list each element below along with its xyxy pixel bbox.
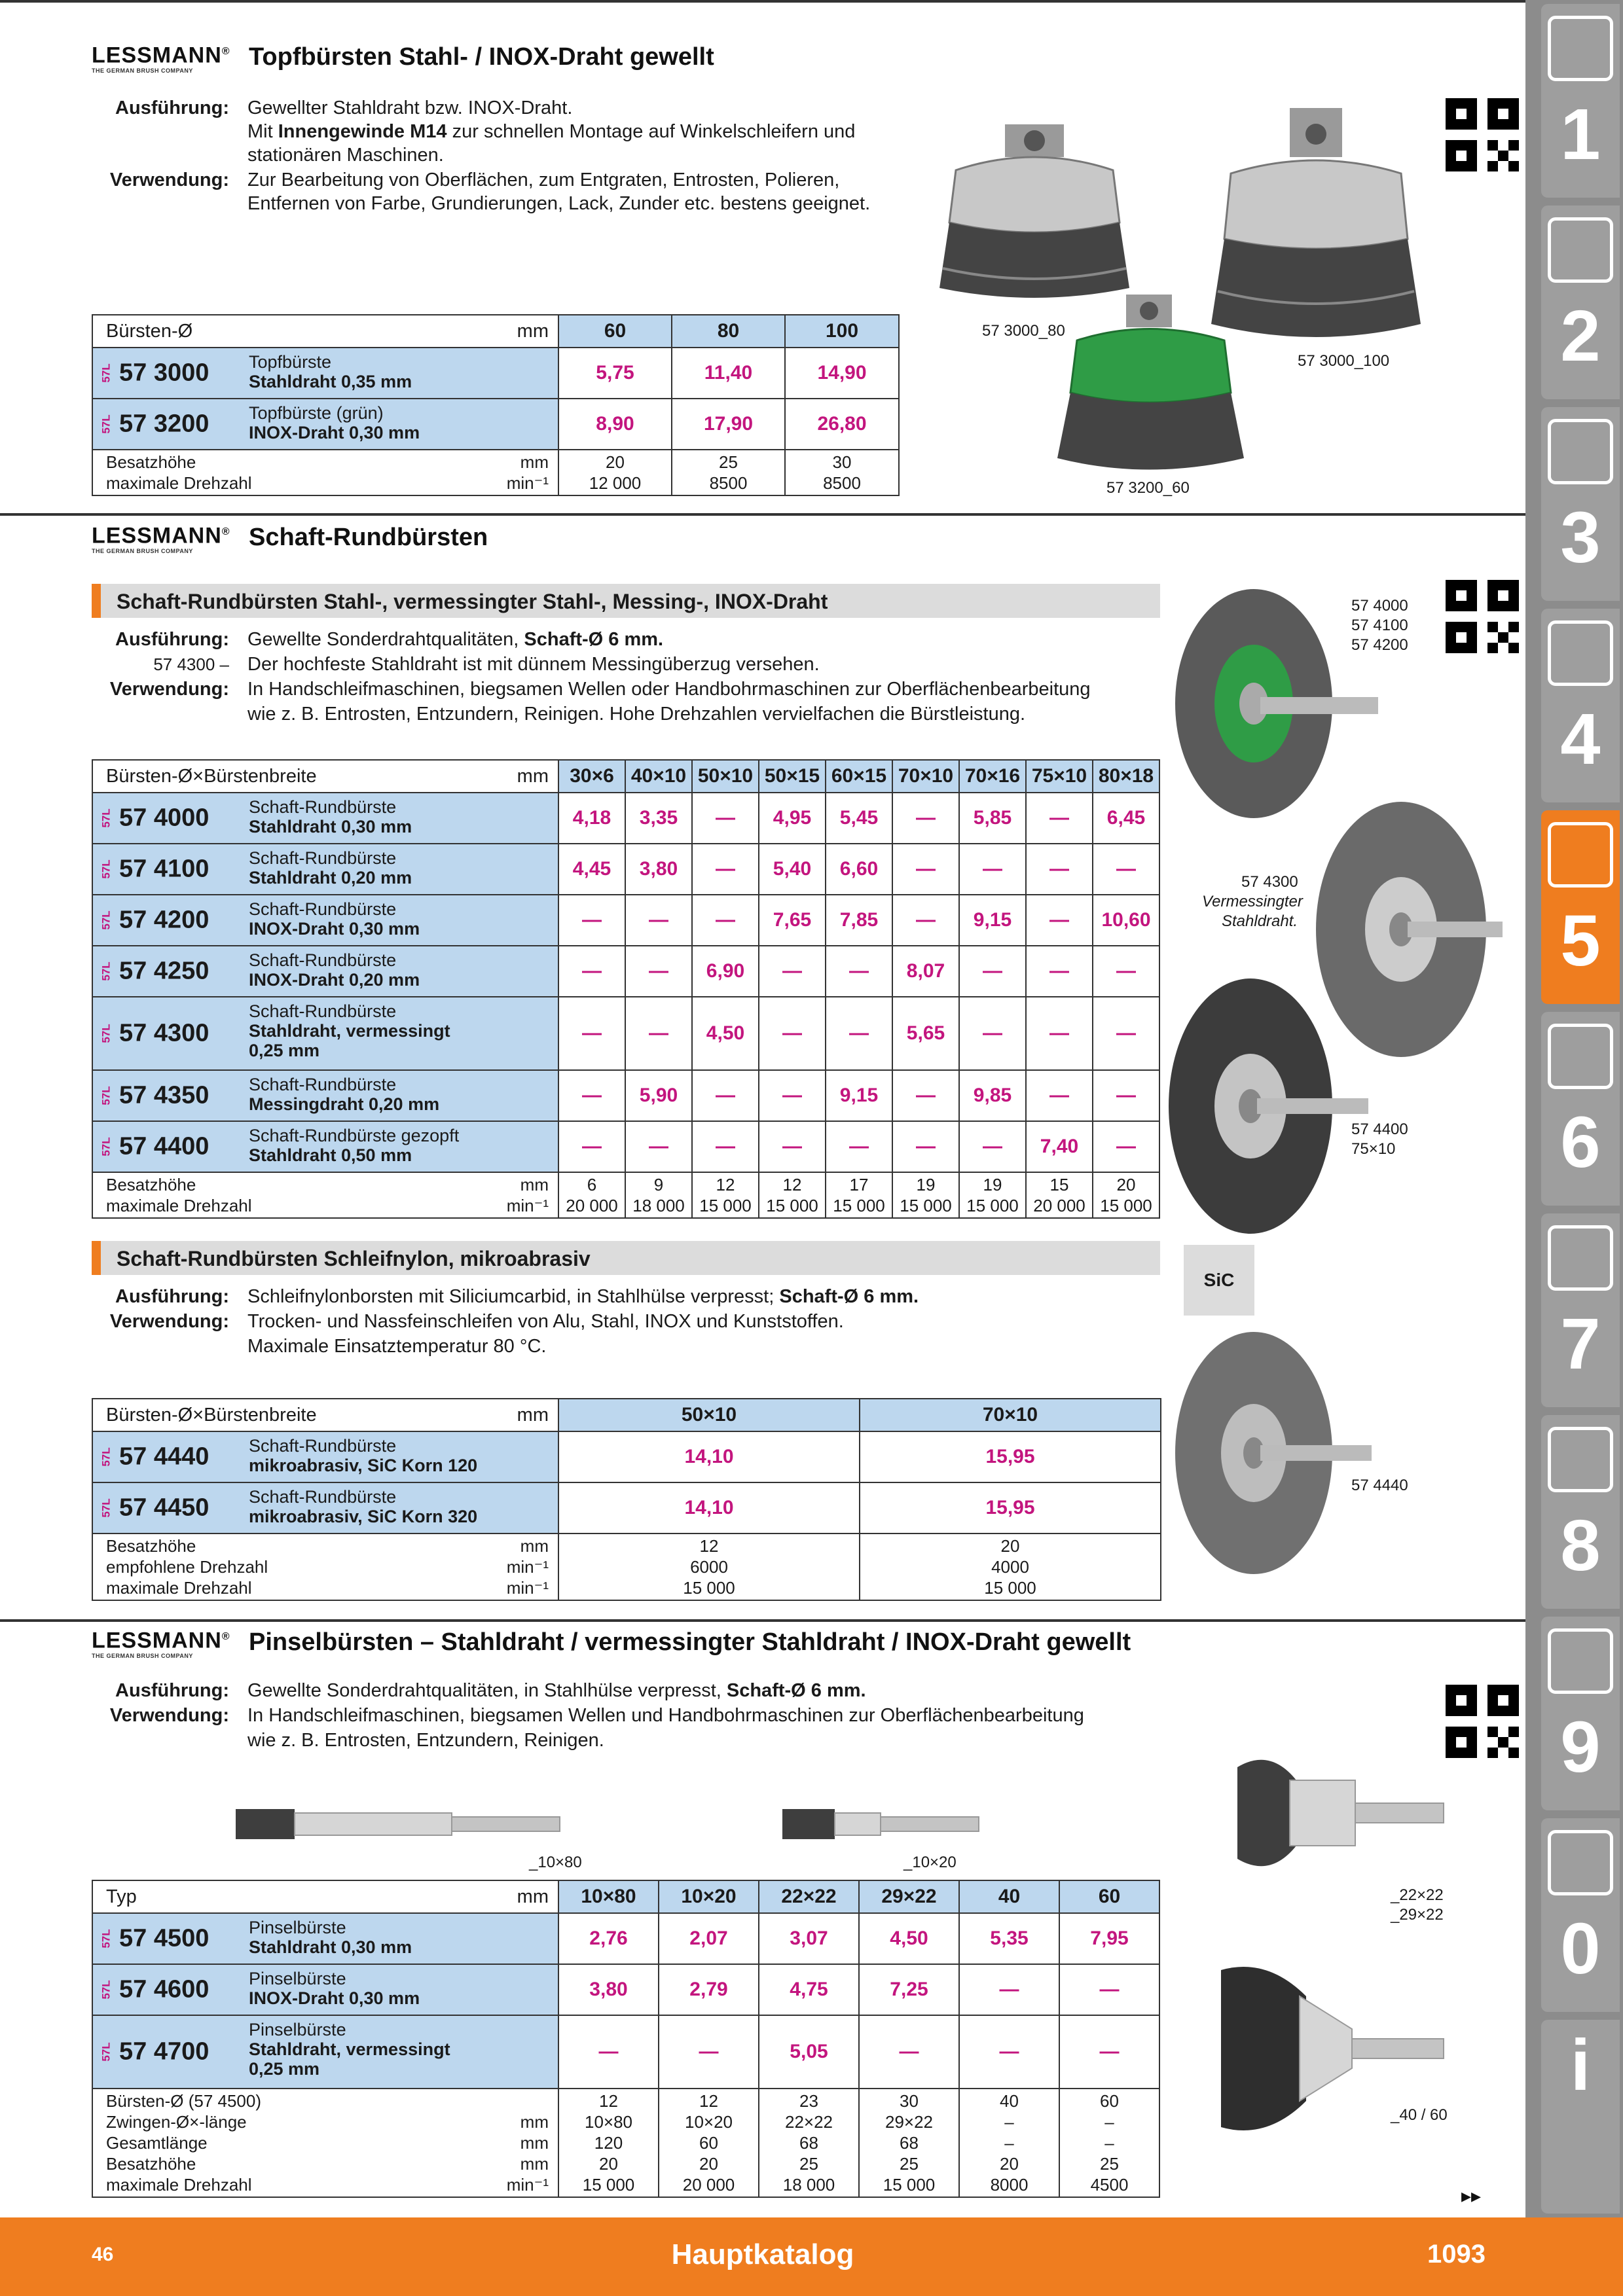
chapter-number: 2 xyxy=(1560,296,1601,376)
chapter-number: i xyxy=(1570,2025,1591,2106)
chapter-tab-9[interactable] xyxy=(1541,1617,1620,1810)
image-caption: 57 4300 xyxy=(1241,873,1298,891)
chapter-number: 6 xyxy=(1560,1102,1601,1183)
chapter-tab-4[interactable] xyxy=(1541,609,1620,802)
image-caption: 57 3000_80 xyxy=(982,322,1065,340)
image-caption: _10×80 xyxy=(529,1854,582,1871)
image-caption: 57 4000 xyxy=(1351,597,1408,615)
chapter-icon xyxy=(1548,822,1613,888)
image-caption: _10×20 xyxy=(903,1854,957,1871)
table-row[interactable]: 57L 57 3200 Topfbürste (grün) INOX-Draht 0,30 mm 8,90 17,90 26,80 xyxy=(92,399,899,450)
description-block: Ausführung: Gewellte Sonderdrahtqualitäten, in Stahlhülse verpresst, Schaft-Ø 6 mm. Verwendung: In Handschleifmaschinen, biegsamen Wellen und Handbohrmaschinen zur Oberflächenbearbeitung wie z. B. Entrosten, Entzundern, Reinigen. xyxy=(109,1680,1084,1751)
chapter-tab-6[interactable] xyxy=(1541,1012,1620,1206)
image-caption: _22×22 xyxy=(1391,1886,1444,1904)
table-row[interactable]: 57L 57 4600 Pinselbürste INOX-Draht 0,30 mm 3,80 2,79 4,75 7,25 — — xyxy=(92,1964,1159,2015)
price-table-pinselbuersten: Typ mm 10×80 10×20 22×22 29×22 40 60 57L 57 4500 Pinselbürste Stahldraht 0,30 mm 2,76 2,07 3,07 4,50 5,35 7,95 57L 57 4600 Pinselbürste INOX-Draht 0,30 mm 3,80 2,79 4,75 7,25 — — 57L 57 4700 Pinselbürste Stahldraht, vermessingt 0,25 mm — — 5,05 — — — Bürsten-Ø (57 4500) Zwingen-Ø×-länge Gesamtlänge Besatzhöhe maximale Drehzahl mm mm mm min⁻¹ 12 10×80 120 20 15 000 12 10×20 60 20 20 000 23 22×22 68 25 18 000 30 29×22 68 25 15 000 40 – – 20 8000 60 – – 25 4500 xyxy=(92,1880,1160,2198)
qr-code-icon[interactable] xyxy=(1446,98,1519,171)
table-row[interactable]: 57L 57 4440 Schaft-Rundbürste mikroabrasiv, SiC Korn 120 14,10 15,95 xyxy=(92,1431,1161,1482)
chapter-icon xyxy=(1548,1225,1613,1291)
chapter-tab-5[interactable] xyxy=(1541,810,1620,1004)
chapter-icon xyxy=(1548,1427,1613,1492)
page-number-right: 1093 xyxy=(1427,2240,1486,2269)
image-caption: _40 / 60 xyxy=(1391,2106,1448,2124)
chapter-number: 5 xyxy=(1560,901,1601,981)
top-rule xyxy=(0,0,1525,3)
description-block: Ausführung: Gewellter Stahldraht bzw. INOX-Draht. Mit Innengewinde M14 zur schnellen Montage auf Winkelschleifern und stationären Maschinen. Verwendung: Zur Bearbeitung von Oberflächen, zum Entgraten, Entrosten, Polieren, Entfernen von Farbe, Grundierungen, Lack, Zunder etc. bestens geeignet. xyxy=(109,98,871,214)
next-page-arrows-icon[interactable]: ▸▸ xyxy=(1461,2185,1482,2207)
chapter-icon xyxy=(1548,1830,1613,1895)
lessmann-logo: LESSMANN® THE GERMAN BRUSH COMPANY xyxy=(92,43,230,75)
subsection-header: Schaft-Rundbürsten Stahl-, vermessingter Stahl-, Messing-, INOX-Draht xyxy=(92,584,1160,618)
cup-brush-image xyxy=(930,118,1139,308)
nylon-wheel-brush-image xyxy=(1169,1322,1378,1584)
section-rule xyxy=(0,513,1525,516)
description-block: Ausführung: Schleifnylonborsten mit Siliciumcarbid, in Stahlhülse verpresst; Schaft-Ø 6 mm. Verwendung: Trocken- und Nassfeinschleifen von Alu, Stahl, INOX und Kunststoffen. Maximale Einsatztemperatur 80 °C. xyxy=(109,1286,919,1357)
lessmann-logo: LESSMANN® THE GERMAN BRUSH COMPANY xyxy=(92,523,230,555)
image-caption: 57 4200 xyxy=(1351,636,1408,654)
knotted-wheel-brush-image xyxy=(1165,969,1375,1244)
chapter-icon xyxy=(1548,419,1613,484)
chapter-number: 8 xyxy=(1560,1505,1601,1586)
chapter-number: 7 xyxy=(1560,1304,1601,1384)
image-caption: 57 4100 xyxy=(1351,617,1408,634)
page-footer xyxy=(0,2217,1623,2296)
table-row[interactable]: 57L 57 4400 Schaft-Rundbürste gezopft Stahldraht 0,50 mm — — — — — — — 7,40 — xyxy=(92,1121,1159,1172)
lessmann-logo: LESSMANN® THE GERMAN BRUSH COMPANY xyxy=(92,1628,230,1660)
chapter-number: 9 xyxy=(1560,1707,1601,1787)
description-block: Ausführung: Gewellte Sonderdrahtqualitäten, Schaft-Ø 6 mm. 57 4300 – Der hochfeste Stahldraht ist mit dünnem Messingüberzug versehen. Verwendung: In Handschleifmaschinen, biegsamen Wellen oder Handbohrmaschinen zur Oberflächenbearbeitung wie z. B. Entrosten, Entzundern, Reinigen. Hohe Drehzahlen vervielfachen die Bürstleistung. xyxy=(109,629,1091,725)
table-row[interactable]: 57L 57 4700 Pinselbürste Stahldraht, vermessingt 0,25 mm — — 5,05 — — — xyxy=(92,2015,1159,2089)
chapter-tab-3[interactable] xyxy=(1541,407,1620,601)
sic-badge: SiC xyxy=(1184,1245,1254,1316)
section-title: Schaft-Rundbürsten xyxy=(249,524,488,551)
green-cup-brush-image xyxy=(1048,295,1257,478)
chapter-number: 0 xyxy=(1560,1909,1601,1989)
chapter-tab-0[interactable] xyxy=(1541,1818,1620,2012)
price-table-schaft-rundbuersten: Bürsten-Ø×Bürstenbreite mm 30×6 40×10 50×10 50×15 60×15 70×10 70×16 75×10 80×18 57L 57 4000 Schaft-Rundbürste Stahldraht 0,30 mm 4,18 3,35 — 4,95 5,45 — 5,85 — 6,45 57L 57 4100 Schaft-Rundbürste Stahldraht 0,20 mm 4,45 3,80 — 5,40 6,60 — — — — 57L 57 4200 Schaft-Rundbürste INOX-Draht 0,30 mm — — — 7,65 7,85 — 9,15 — 10,60 57L 57 4250 Schaft-Rundbürste INOX-Draht 0,20 mm — — 6,90 — — 8,07 — — — 57L 57 4300 Schaft-Rundbürste Stahldraht, vermessingt 0,25 mm — — 4,50 — — 5,65 — — — 57L 57 4350 Schaft-Rundbürste Messingdraht 0,20 mm — 5,90 — — 9,15 — 9,85 — — 57L 57 4400 Schaft-Rundbürste gezopft Stahldraht 0,50 mm — — — — — — — 7,40 — Besatzhöhe maximale Drehzahl mm min⁻¹ 6 20 000 9 18 000 12 15 000 12 15 000 17 15 000 19 15 000 19 15 000 15 20 000 20 15 000 xyxy=(92,759,1160,1219)
image-caption: 75×10 xyxy=(1351,1140,1396,1158)
table-row[interactable]: 57L 57 4000 Schaft-Rundbürste Stahldraht 0,30 mm 4,18 3,35 — 4,95 5,45 — 5,85 — 6,45 xyxy=(92,793,1159,844)
page-number-left: 46 xyxy=(92,2244,114,2265)
image-caption: _29×22 xyxy=(1391,1906,1444,1924)
chapter-tab-1[interactable] xyxy=(1541,4,1620,198)
chapter-icon xyxy=(1548,1628,1613,1694)
qr-code-icon[interactable] xyxy=(1446,580,1519,653)
cup-end-brush-image xyxy=(1231,1741,1447,1892)
end-brush-short-image xyxy=(782,1795,985,1854)
image-caption: 57 4440 xyxy=(1351,1477,1408,1494)
table-row[interactable]: 57L 57 4300 Schaft-Rundbürste Stahldraht, vermessingt 0,25 mm — — 4,50 — — 5,65 — — — xyxy=(92,997,1159,1070)
image-caption: 57 3200_60 xyxy=(1106,479,1190,497)
table-row[interactable]: 57L 57 4250 Schaft-Rundbürste INOX-Draht 0,20 mm — — 6,90 — — 8,07 — — — xyxy=(92,946,1159,997)
catalog-title: Hauptkatalog xyxy=(671,2238,854,2270)
table-row[interactable]: 57L 57 4350 Schaft-Rundbürste Messingdraht 0,20 mm — 5,90 — — 9,15 — 9,85 — — xyxy=(92,1070,1159,1121)
chapter-number: 4 xyxy=(1560,699,1601,780)
chapter-tab-7[interactable] xyxy=(1541,1213,1620,1407)
price-table-topfbuersten: Bürsten-Ø mm 60 80 100 57L 57 3000 Topfbürste Stahldraht 0,35 mm 5,75 11,40 14,90 57L 57 3200 Topfbürste (grün) INOX-Draht 0,30 mm 8,90 17,90 26,80 Besatzhöhe maximale Drehzahl mm min⁻¹ 20 12 000 25 8500 30 8500 xyxy=(92,314,900,496)
chapter-sidebar xyxy=(1525,0,1623,2217)
chapter-icon xyxy=(1548,1024,1613,1089)
table-row[interactable]: 57L 57 4450 Schaft-Rundbürste mikroabrasiv, SiC Korn 320 14,10 15,95 xyxy=(92,1482,1161,1534)
image-caption: Stahldraht. xyxy=(1222,912,1298,930)
chapter-tab-2[interactable] xyxy=(1541,206,1620,399)
chapter-tab-8[interactable] xyxy=(1541,1415,1620,1609)
subsection-header: Schaft-Rundbürsten Schleifnylon, mikroabrasiv xyxy=(92,1241,1160,1275)
table-row[interactable]: 57L 57 4500 Pinselbürste Stahldraht 0,30 mm 2,76 2,07 3,07 4,50 5,35 7,95 xyxy=(92,1913,1159,1964)
image-caption: 57 3000_100 xyxy=(1298,352,1390,370)
table-row[interactable]: 57L 57 3000 Topfbürste Stahldraht 0,35 mm 5,75 11,40 14,90 xyxy=(92,348,899,399)
end-brush-long-image xyxy=(236,1795,563,1854)
table-row[interactable]: 57L 57 4100 Schaft-Rundbürste Stahldraht 0,20 mm 4,45 3,80 — 5,40 6,60 — — — — xyxy=(92,844,1159,895)
qr-code-icon[interactable] xyxy=(1446,1685,1519,1758)
section-title: Topfbürsten Stahl- / INOX-Draht gewellt xyxy=(249,43,714,71)
chapter-tab-info[interactable] xyxy=(1541,2020,1620,2214)
section-title: Pinselbürsten – Stahldraht / vermessingter Stahldraht / INOX-Draht gewellt xyxy=(249,1628,1131,1656)
image-caption: Vermessingter xyxy=(1202,893,1303,910)
section-rule xyxy=(0,1619,1525,1622)
chapter-icon xyxy=(1548,620,1613,686)
chapter-icon xyxy=(1548,16,1613,81)
chapter-number: 1 xyxy=(1560,94,1601,175)
image-caption: 57 4400 xyxy=(1351,1121,1408,1138)
chapter-icon xyxy=(1548,217,1613,283)
table-row[interactable]: 57L 57 4200 Schaft-Rundbürste INOX-Draht 0,30 mm — — — 7,65 7,85 — 9,15 — 10,60 xyxy=(92,895,1159,946)
chapter-number: 3 xyxy=(1560,497,1601,578)
price-table-schleifnylon: Bürsten-Ø×Bürstenbreite mm 50×10 70×10 57L 57 4440 Schaft-Rundbürste mikroabrasiv, SiC Korn 120 14,10 15,95 57L 57 4450 Schaft-Rundbürste mikroabrasiv, SiC Korn 320 14,10 15,95 Besatzhöhe empfohlene Drehzahl maximale Drehzahl mm min⁻¹ min⁻¹ 12 6000 15 000 20 4000 15 000 xyxy=(92,1398,1161,1601)
